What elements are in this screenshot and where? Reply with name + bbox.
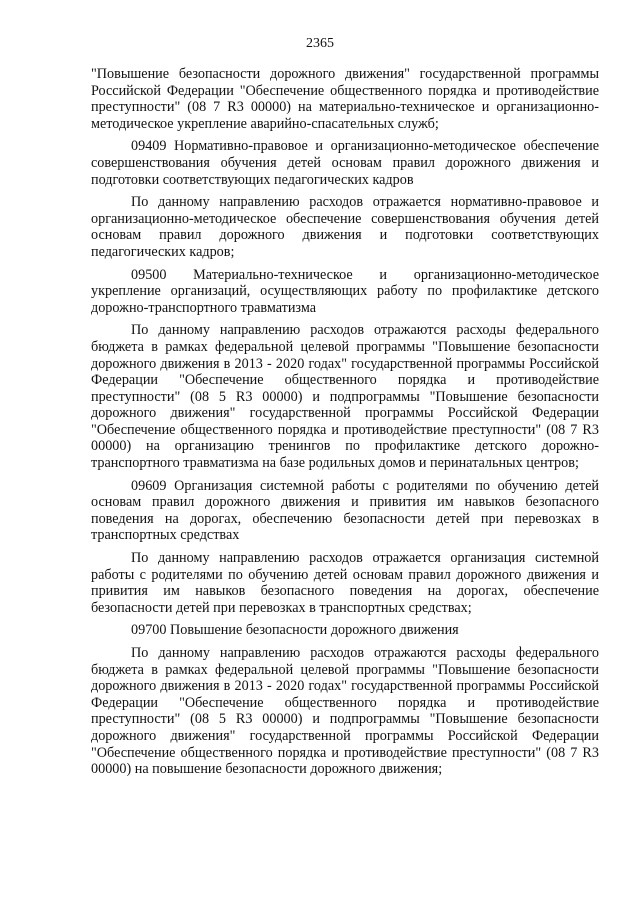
paragraph-description-09500: По данному направлению расходов отражаются расходы федерального бюджета в рамках федеральной целевой программы "Повышение безопасности дорожного движения в 2013 - 2020 годах" государственной программы Российской Федерации "Обеспечение общественного порядка и противодействие преступности" (08 5 R3 00000) и подпрограммы "Повышение безопасности дорожного движения" государственной программы Российской Федерации "Обеспечение общественного порядка и противодействие преступности" (08 7 R3 00000) на организацию тренингов по профилактике детского дорожно-транспортного травматизма на базе родильных домов и перинатальных центров; bbox=[91, 322, 599, 472]
paragraph-heading-09500: 09500 Материально-техническое и организационно-методическое укрепление организаций, осуществляющих работу по профилактике детского дорожно-транспортного травматизма bbox=[91, 266, 599, 316]
paragraph-description-09609: По данному направлению расходов отражается организация системной работы с родителями по обучению детей основам правил дорожного движения и привития им навыков безопасного поведения на дорогах, обеспечение безопасности детей при перевозках в транспортных средствах; bbox=[91, 550, 599, 616]
document-body bbox=[91, 66, 599, 784]
paragraph-description-09409: По данному направлению расходов отражается нормативно-правовое и организационно-методическое обеспечение совершенствования обучения детей основам правил дорожного движения и подготовки соответствующих педагогических кадров; bbox=[91, 194, 599, 260]
paragraph-continuation: "Повышение безопасности дорожного движения" государственной программы Российской Федерации "Обеспечение общественного порядка и противодействие преступности" (08 7 R3 00000) на материально-техническое и организационно-методическое укрепление аварийно-спасательных служб; bbox=[91, 66, 599, 132]
paragraph-heading-09609: 09609 Организация системной работы с родителями по обучению детей основам правил дорожного движения и привития им навыков безопасного поведения на дорогах, обеспечению безопасности детей при перевозках в транспортных средствах bbox=[91, 477, 599, 544]
paragraph-heading-09409: 09409 Нормативно-правовое и организационно-методическое обеспечение совершенствования обучения детей основам правил дорожного движения и подготовки соответствующих педагогических кадров bbox=[91, 138, 599, 188]
page-number: 2365 bbox=[306, 36, 334, 51]
paragraph-heading-09700: 09700 Повышение безопасности дорожного движения bbox=[131, 622, 459, 639]
paragraph-description-09700: По данному направлению расходов отражаются расходы федерального бюджета в рамках федеральной целевой программы "Повышение безопасности дорожного движения в 2013 - 2020 годах" государственной программы Российской Федерации "Обеспечение общественного порядка и противодействие преступности" (08 5 R3 00000) и подпрограммы "Повышение безопасности дорожного движения" государственной программы Российской Федерации "Обеспечение общественного порядка и противодействие преступности" (08 7 R3 00000) на повышение безопасности дорожного движения; bbox=[91, 645, 599, 778]
